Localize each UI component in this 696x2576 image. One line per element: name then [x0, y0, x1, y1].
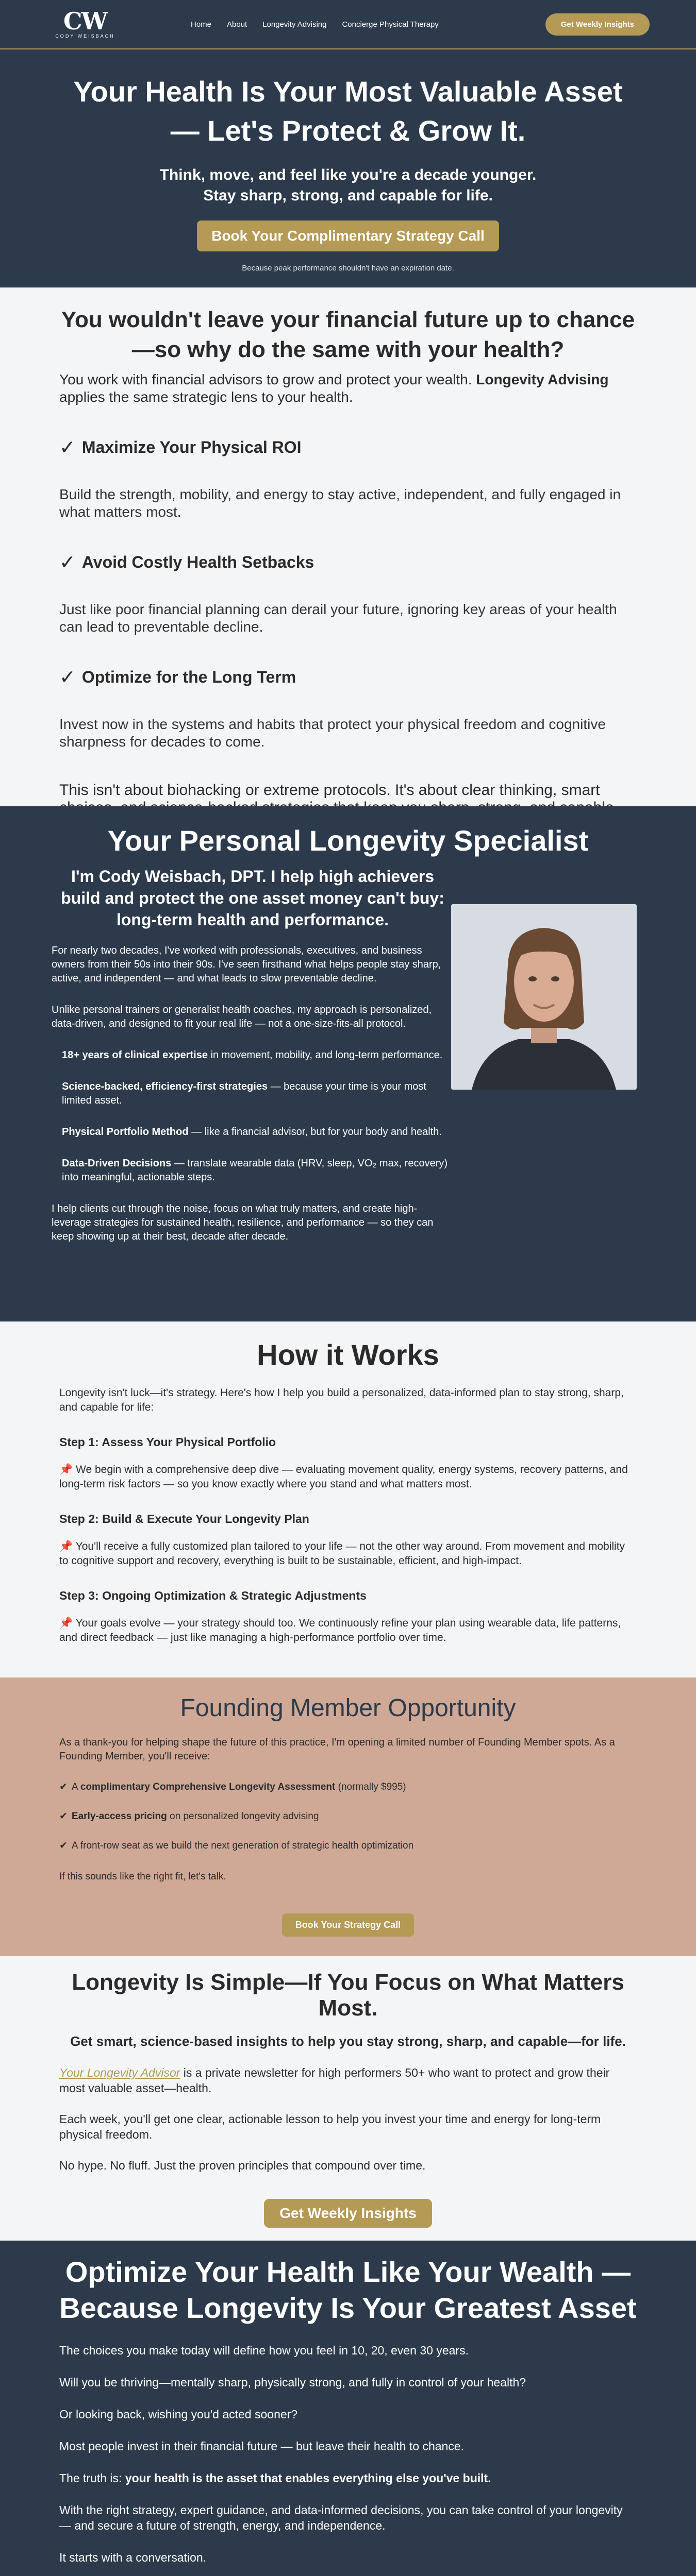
checkmark-icon: ✔: [59, 1782, 68, 1792]
nav-links: [191, 20, 439, 29]
newsletter-paragraph: [59, 2065, 637, 2096]
how-step-heading: Step 3: Ongoing Optimization & Strategic Adjustments: [59, 1589, 367, 1602]
pin-icon: 📌: [59, 1617, 73, 1629]
why-title: You wouldn't leave your financial future up to chance—so why do the same with your health?: [61, 307, 635, 362]
nav-link-about[interactable]: About: [227, 20, 247, 29]
optimize-paragraph: The choices you make today will define how you feel in 10, 20, even 30 years.: [59, 2344, 469, 2357]
specialist-bullet-bold: Physical Portfolio Method: [62, 1126, 189, 1138]
optimize-section: [0, 2241, 696, 2576]
how-step-text: [59, 1616, 637, 1645]
checkmark-icon: ✓: [59, 437, 76, 459]
how-step-text: [59, 1539, 637, 1568]
how-step-text-content: We begin with a comprehensive deep dive — evaluating movement quality, energy systems, recovery patterns, and long-term risk factors — so you know exactly where you stand and what matters most.: [59, 1464, 628, 1490]
portrait-photo: [451, 904, 637, 1090]
why-section: [0, 287, 696, 806]
how-intro: Longevity isn't luck—it's strategy. Here's how I help you build a personalized, data-informed plan to stay strong, sharp, and capable for life:: [59, 1387, 624, 1413]
optimize-paragraph: Most people invest in their financial future — but leave their health to chance.: [59, 2439, 465, 2453]
specialist-section: [0, 806, 696, 1321]
specialist-bullet: [52, 1157, 454, 1184]
why-closing-text: This isn't about biohacking or extreme protocols. It's about clear thinking, smart: [59, 782, 600, 799]
how-title: How it Works: [257, 1338, 439, 1371]
specialist-bullet-text: in movement, mobility, and long-term performance.: [207, 1049, 443, 1061]
founding-title: Founding Member Opportunity: [180, 1694, 516, 1722]
nav-link-longevity-advising[interactable]: Longevity Advising: [262, 20, 327, 29]
founding-benefit-bold: complimentary Comprehensive Longevity Assessment: [80, 1781, 336, 1792]
logo-text: CODY WEISBACH: [55, 33, 115, 39]
how-step-heading: Step 1: Assess Your Physical Portfolio: [59, 1435, 276, 1449]
optimize-paragraph: [59, 2470, 637, 2486]
specialist-paragraph: I help clients cut through the noise, focus on what truly matters, and create high-leverage strategies for sustained health, resilience, and performance — so they can keep showing up at their best, decade after decade.: [52, 1203, 434, 1242]
specialist-body: [52, 944, 454, 1244]
specialist-subtitle: I'm Cody Weisbach, DPT. I help high achievers build and protect the one asset money can't buy: long-term health and performance.: [61, 867, 444, 929]
specialist-bullet: [52, 1125, 454, 1139]
nav-weekly-insights-button[interactable]: Get Weekly Insights: [545, 13, 650, 36]
specialist-bullet-text: — translate wearable data (HRV, sleep, VO₂ max, recovery) into meaningful, actionable steps.: [62, 1158, 448, 1183]
founding-close: If this sounds like the right fit, let's talk.: [59, 1871, 226, 1882]
specialist-bullet-bold: 18+ years of clinical expertise: [62, 1049, 208, 1061]
hero-subtitle: [0, 165, 696, 206]
specialist-bullet: [52, 1080, 454, 1108]
why-item-heading: [59, 551, 637, 574]
how-step-heading: Step 2: Build & Execute Your Longevity Plan: [59, 1512, 309, 1526]
newsletter-paragraph-text: is a private newsletter for high performers 50+ who want to protect and grow their most valuable asset—health.: [59, 2066, 610, 2095]
specialist-paragraph: Unlike personal trainers or generalist health coaches, my approach is personalized, data-driven, and designed to fit your real life — not a one-size-fits-all protocol.: [52, 1004, 432, 1029]
founding-benefit-bold: Early-access pricing: [71, 1810, 167, 1822]
newsletter-cta-wrap: [59, 2199, 637, 2228]
founding-benefit-pre: A front-row seat as we build the next generation of strategic health optimization: [71, 1840, 414, 1851]
nav-link-concierge-pt[interactable]: Concierge Physical Therapy: [342, 20, 439, 29]
optimize-paragraph: It starts with a conversation.: [59, 2551, 207, 2564]
checkmark-icon: ✓: [59, 552, 76, 573]
newsletter-subtitle: Get smart, science-based insights to help you stay strong, sharp, and capable—for life.: [70, 2033, 626, 2049]
checkmark-icon: ✓: [59, 667, 76, 688]
checkmark-icon: ✔: [59, 1840, 68, 1851]
founding-cta-wrap: [59, 1913, 637, 1937]
why-item-text: Build the strength, mobility, and energy to stay active, independent, and fully engaged in what matters most.: [59, 486, 621, 520]
how-step-text-content: Your goals evolve — your strategy should too. We continuously refine your plan using wearable data, life patterns, and direct feedback — just like managing a high-performance portfolio over time.: [59, 1617, 621, 1643]
hero-note: Because peak performance shouldn't have an expiration date.: [242, 264, 454, 273]
pin-icon: 📌: [59, 1464, 73, 1476]
newsletter-section: [0, 1956, 696, 2241]
hero-subtitle-line-1: Think, move, and feel like you're a decade younger.: [159, 166, 537, 183]
founding-intro: As a thank-you for helping shape the future of this practice, I'm opening a limited number of Founding Member spots. As a Founding Member, you'll receive:: [59, 1737, 615, 1762]
specialist-bullet-text: — like a financial advisor, but for your body and health.: [188, 1126, 442, 1138]
founding-benefit-pre: A: [71, 1781, 80, 1792]
nav-link-home[interactable]: Home: [191, 20, 212, 29]
why-item-heading-text: Avoid Costly Health Setbacks: [81, 553, 314, 571]
how-step-text: [59, 1463, 637, 1492]
hero-section: [0, 49, 696, 287]
optimize-paragraph: With the right strategy, expert guidance, and data-informed decisions, you can take control of your longevity — and secure a future of strength, energy, and independence.: [59, 2503, 623, 2532]
specialist-title: Your Personal Longevity Specialist: [107, 824, 589, 857]
founding-benefit-post: (normally $995): [335, 1781, 406, 1792]
optimize-truth-bold: your health is the asset that enables everything else you've built.: [125, 2471, 491, 2485]
why-item-heading: [59, 436, 637, 459]
founding-section: [0, 1677, 696, 1956]
hero-title: Your Health Is Your Most Valuable Asset — Let's Protect & Grow It.: [73, 75, 623, 147]
newsletter-paragraph: Each week, you'll get one clear, actionable lesson to help you invest your time and energy for long-term physical freedom.: [59, 2112, 601, 2141]
why-item-text: Just like poor financial planning can derail your future, ignoring key areas of your health can lead to preventable decline.: [59, 601, 617, 635]
specialist-bullet-text: — because your time is your most limited asset.: [62, 1081, 426, 1106]
optimize-paragraph: Will you be thriving—mentally sharp, physically strong, and fully in control of your health?: [59, 2376, 526, 2389]
why-item-text: Invest now in the systems and habits that protect your physical freedom and cognitive sharpness for decades to come.: [59, 716, 606, 750]
founding-benefit: [59, 1810, 637, 1822]
portrait-illustration: [451, 904, 637, 1090]
specialist-paragraph: For nearly two decades, I've worked with professionals, executives, and business owners from their 50s into their 90s. I've seen firsthand what helps people stay sharp, active, and independent — and what leads to slow preventable decline.: [52, 945, 441, 984]
why-lead-text-2: applies the same strategic lens to your health.: [59, 389, 353, 405]
why-item-heading: [59, 666, 637, 689]
newsletter-link[interactable]: Your Longevity Advisor: [59, 2066, 180, 2079]
newsletter-title: Longevity Is Simple—If You Focus on What Matters Most.: [72, 1970, 624, 2021]
checkmark-icon: ✔: [59, 1811, 68, 1822]
specialist-bullet-bold: Data-Driven Decisions: [62, 1158, 172, 1169]
optimize-truth-pre: The truth is:: [59, 2471, 125, 2485]
hero-strategy-call-button[interactable]: Book Your Complimentary Strategy Call: [197, 221, 499, 251]
logo[interactable]: [46, 7, 124, 39]
logo-mark: CW: [63, 7, 107, 35]
why-item-heading-text: Optimize for the Long Term: [81, 668, 296, 686]
optimize-paragraph: Or looking back, wishing you'd acted sooner?: [59, 2408, 298, 2421]
top-nav: [0, 0, 696, 49]
newsletter-paragraph: No hype. No fluff. Just the proven principles that compound over time.: [59, 2159, 426, 2172]
optimize-title: Optimize Your Health Like Your Wealth — Because Longevity Is Your Greatest Asset: [59, 2256, 637, 2324]
specialist-bullet-bold: Science-backed, efficiency-first strategies: [62, 1081, 268, 1092]
founding-strategy-call-button[interactable]: Book Your Strategy Call: [282, 1913, 414, 1937]
founding-benefit: [59, 1781, 637, 1793]
specialist-bullet: [52, 1048, 454, 1062]
pin-icon: 📌: [59, 1540, 73, 1552]
how-section: [0, 1321, 696, 1677]
hero-subtitle-line-2: Stay sharp, strong, and capable for life.: [203, 187, 493, 204]
newsletter-weekly-insights-button[interactable]: Get Weekly Insights: [264, 2199, 432, 2228]
how-step-text-content: You'll receive a fully customized plan tailored to your life — not the other way around. From movement and mobility to cognitive support and recovery, everything is built to be sustainable, efficient, and high-impact.: [59, 1540, 625, 1567]
why-lead-text: You work with financial advisors to grow and protect your wealth.: [59, 371, 472, 387]
why-item-heading-text: Maximize Your Physical ROI: [81, 438, 302, 456]
why-lead: [59, 371, 637, 406]
founding-benefit-post: on personalized longevity advising: [167, 1810, 319, 1822]
why-lead-bold: Longevity Advising: [476, 371, 609, 387]
founding-benefit: [59, 1840, 637, 1852]
